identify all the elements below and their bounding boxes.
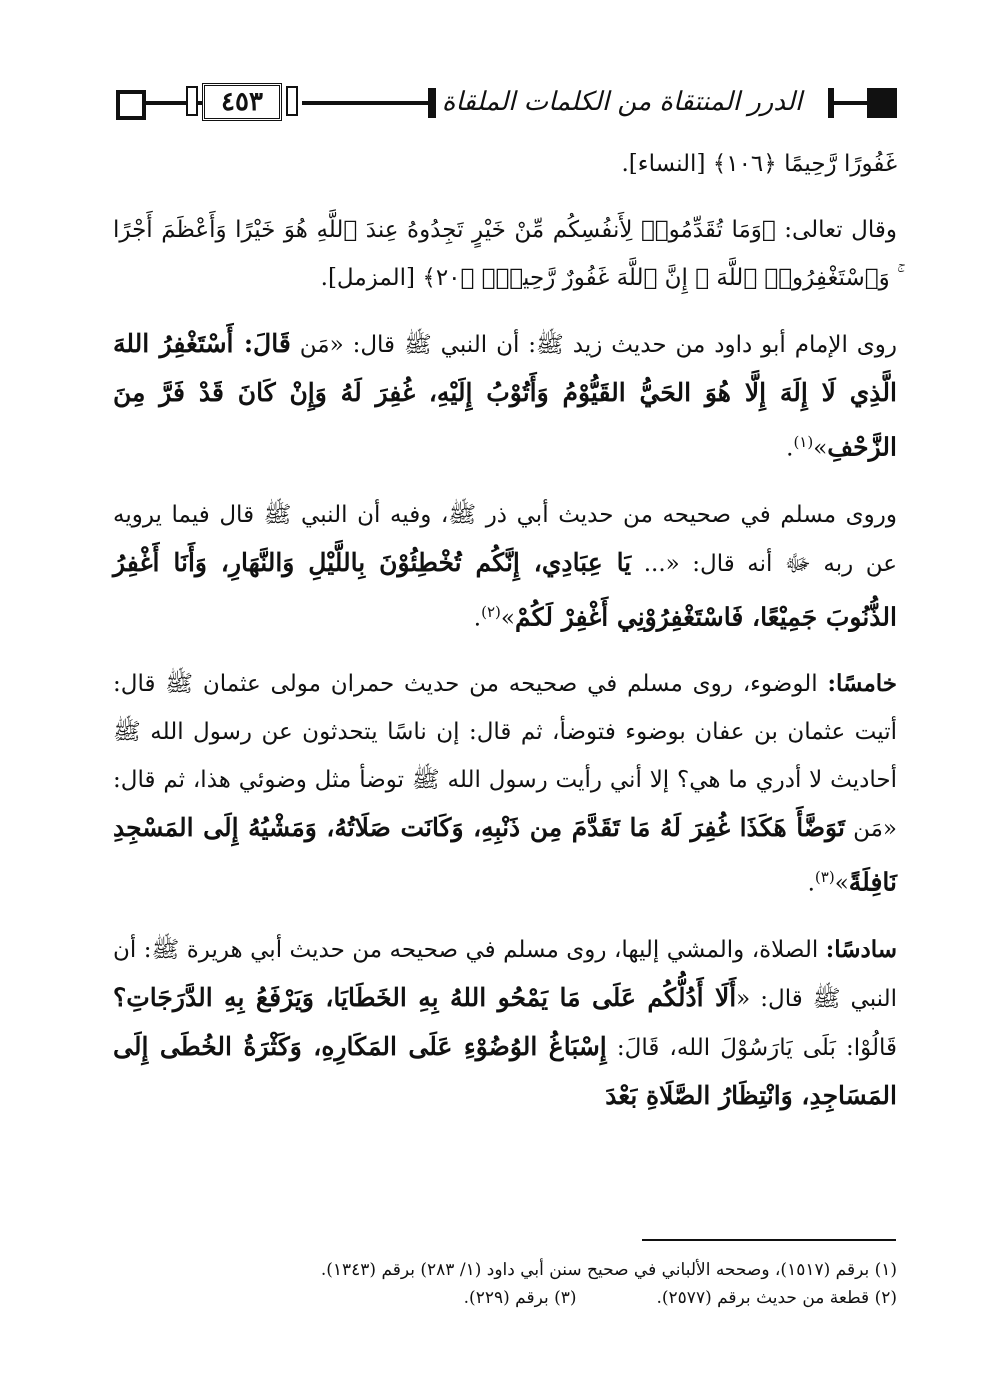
paragraph-middle: قَالُوْا: بَلَى يَارَسُوْلَ الله، قَالَ: <box>616 1034 898 1061</box>
hadith-text: تَوَضَّأَ هَكَذَا غُفِرَ لَهُ مَا تَقَدَّمَ مِن ذَنْبِهِ، وَكَانَت صَلَاتُهُ، وَمَشْيُهُ إِلَى المَسْجِدِ نَافِلَةً <box>113 813 897 897</box>
page-number <box>202 83 282 121</box>
hadith-text: قَالَ: أَسْتَغْفِرُ اللهَ الَّذِي لَا إِلَهَ إِلَّا هُوَ الحَيُّ القَيُّوْمُ وَأَتُوْبُ إِلَيْهِ، غُفِرَ لَهُ وَإِنْ كَانَ قَدْ فَرَّ مِنَ الزَّحْفِ <box>113 329 897 462</box>
paragraph-intro: روى الإمام أبو داود من حديث زيد ﷺ: أن النبي ﷺ قال: «مَن <box>299 332 897 358</box>
footnote-3: (٣) برقم (٢٢٩). <box>463 1288 577 1308</box>
paragraph <box>113 491 897 643</box>
paragraph <box>113 926 897 1121</box>
quote-close: » <box>813 435 828 462</box>
section-lead: سادسًا: <box>825 935 897 963</box>
paragraph <box>113 320 897 473</box>
header-rule-middle <box>302 101 430 105</box>
quote-close: » <box>500 605 515 632</box>
paragraph-intro: الوضوء، روى مسلم في صحيحه من حديث حمران مولى عثمان ﷺ قال: أتيت عثمان بن عفان بوضوء فتوضأ، ثم قال: إن ناسًا يتحدثون عن رسول الله ﷺ أحاديث لا أدري ما هي؟ إلا أني رأيت رسول الله ﷺ توضأ مثل وضوئي هذا، ثم قال: «مَن <box>113 671 897 843</box>
paragraph-intro: وروى مسلم في صحيحه من حديث أبي ذر ﷺ، وفيه أن النبي ﷺ قال فيما يرويه عن ربه ﷻ أنه قال: «... <box>113 501 898 577</box>
header-ornament-right <box>867 88 897 118</box>
footnote-ref[interactable]: (١) <box>793 433 814 451</box>
section-lead: خامسًا: <box>827 670 898 698</box>
footnotes <box>113 1256 897 1312</box>
footnote-ref[interactable]: (٣) <box>814 868 835 887</box>
header-ornament <box>186 86 198 116</box>
footnote-ref[interactable]: (٢) <box>481 602 501 621</box>
quote-close: » <box>834 870 849 897</box>
paragraph-intro: الصلاة، والمشي إليها، روى مسلم في صحيحه من حديث أبي هريرة ﷺ: أن النبي ﷺ قال: « <box>113 936 897 1012</box>
quran-verse-end: غَفُورًا رَّحِيمًا ﴿١٠٦﴾ [النساء]. <box>621 151 897 177</box>
footnote-row <box>113 1284 897 1312</box>
header-ornament <box>286 86 298 116</box>
paragraph <box>113 140 897 188</box>
hadith-text: يَا عِبَادِي، إِنَّكُم تُخْطِئُوْنَ بِاللَّيْلِ وَالنَّهَارِ، وَأَنَا أَغْفِرُ الذُّنُوبَ جَمِيْعًا، فَاسْتَغْفِرُوْنِي أَغْفِرْ لَكُمْ <box>113 547 897 632</box>
book-title: الدرر المنتقاة من الكلمات الملقاة <box>441 87 803 117</box>
punctuation: . <box>786 435 794 462</box>
hadith-text: إِسْبَاغُ الوُضُوْءِ عَلَى المَكَارِهِ، وَكَثْرَةُ الخُطَى إِلَى المَسَاجِدِ، وَانْتِظَارُ الصَّلَاةِ بَعْدَ <box>113 1031 897 1110</box>
header-bar <box>428 88 436 118</box>
quran-verse: وقال تعالى: ﴿وَمَا تُقَدِّمُوا۟ لِأَنفُسِكُم مِّنْ خَيْرٍ تَجِدُوهُ عِندَ ٱللَّهِ هُوَ خَيْرًا وَأَعْظَمَ أَجْرًا ۚ وَٱسْتَغْفِرُوا۟ ٱللَّهَ ۖ إِنَّ ٱللَّهَ غَفُورٌ رَّحِيمٌۢ ﴿٢٠﴾ [المزمل]. <box>113 217 897 291</box>
paragraph <box>113 660 897 908</box>
header-ornament-left <box>116 90 146 120</box>
footnote-separator <box>642 1239 896 1241</box>
footnote-1: (١) برقم (١٥١٧)، وصححه الألباني في صحيح سنن أبي داود (١/ ٢٨٣) برقم (١٣٤٣). <box>320 1260 897 1280</box>
footnote-2: (٢) قطعة من حديث برقم (٢٥٧٧). <box>656 1288 897 1308</box>
paragraph <box>113 206 897 302</box>
punctuation: . <box>473 605 482 632</box>
hadith-text: أَلَا أَدُلُّكُم عَلَى مَا يَمْحُو اللهُ بِهِ الخَطَايَا، وَيَرْفَعُ بِهِ الدَّرَجَاتِ؟ <box>113 982 737 1012</box>
page-number-text: ٤٥٣ <box>221 87 263 117</box>
punctuation: . <box>807 870 815 897</box>
page-header <box>112 80 897 126</box>
page-body <box>113 140 897 1139</box>
